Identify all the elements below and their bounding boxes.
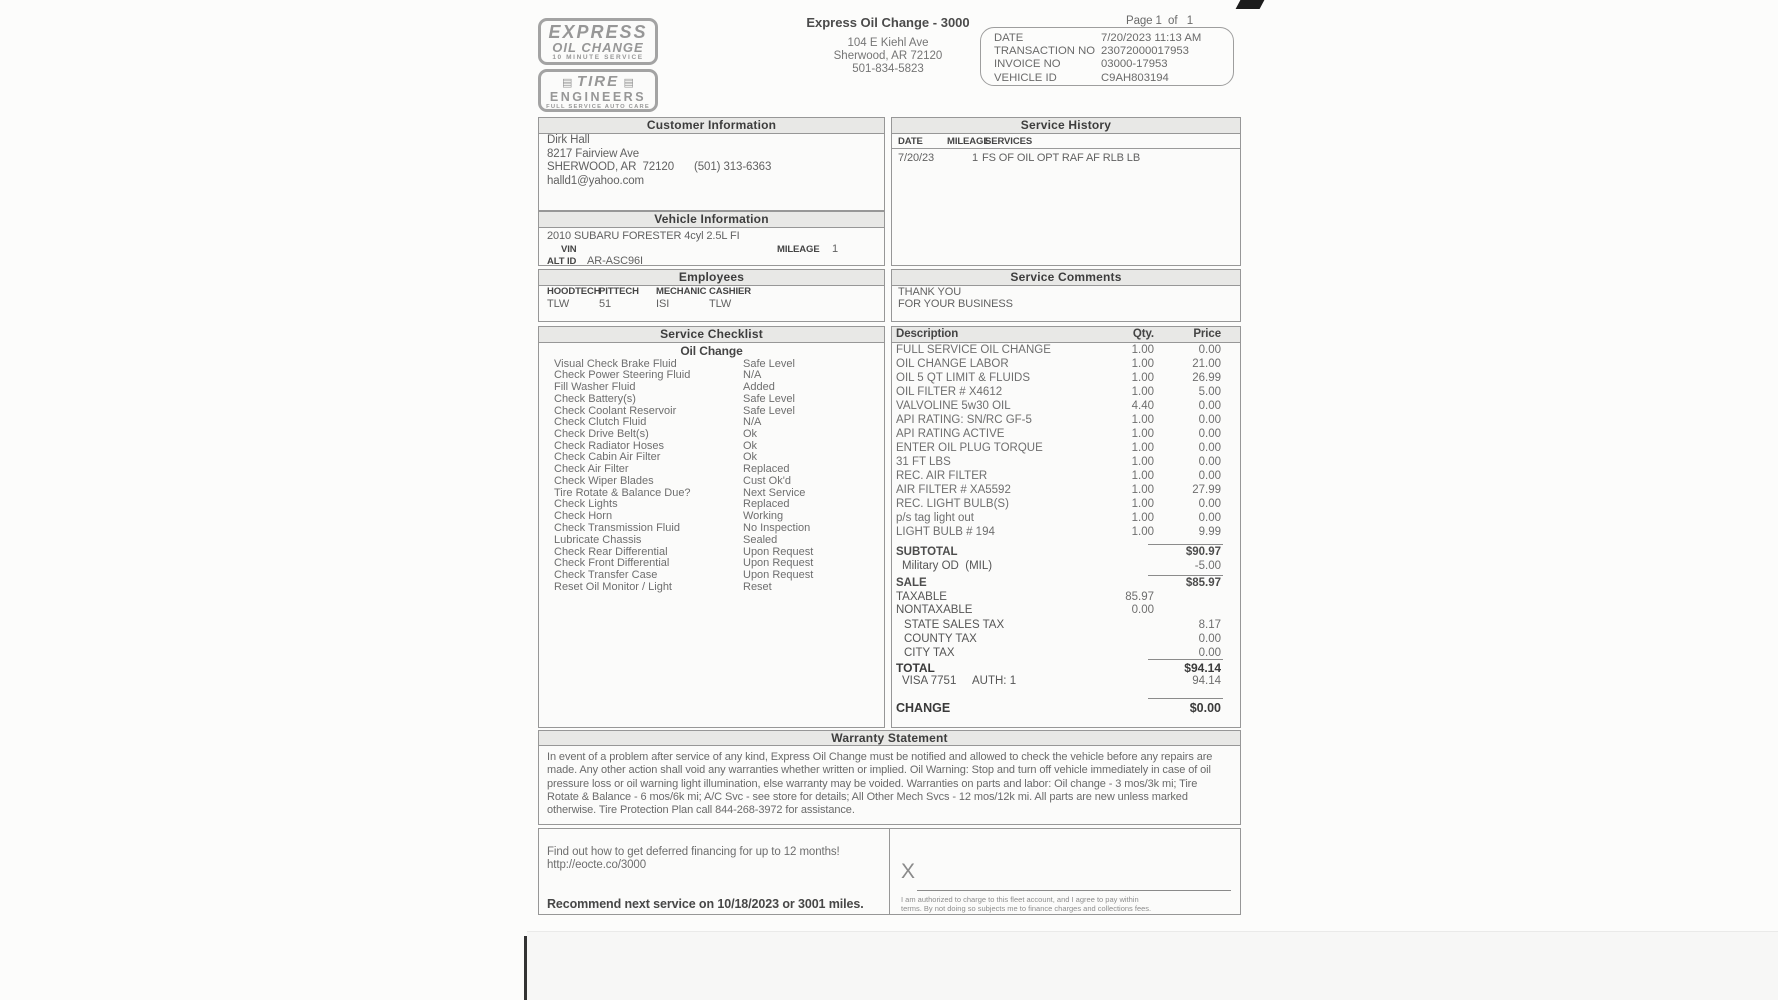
invoice-item: OIL 5 QT LIMIT & FLUIDS 1.00 26.99 bbox=[896, 372, 1221, 384]
county-tax-value: 0.00 bbox=[1198, 633, 1221, 645]
price-column: Price bbox=[1193, 328, 1221, 340]
discount-row bbox=[892, 560, 1240, 573]
cashier-value: TLW bbox=[709, 298, 732, 310]
service-history-header: Service History bbox=[892, 118, 1240, 134]
county-tax-row bbox=[892, 633, 1240, 646]
checklist-item: Check Drive Belt(s) Ok bbox=[554, 428, 758, 440]
signature-line bbox=[917, 890, 1231, 891]
state-tax-value: 8.17 bbox=[1198, 619, 1221, 631]
next-service-recommendation: Recommend next service on 10/18/2023 or 3001 miles. bbox=[547, 897, 864, 911]
mileage-value: 1 bbox=[832, 243, 839, 255]
change-row bbox=[892, 701, 1240, 714]
vehicle-description: 2010 SUBARU FORESTER 4cyl 2.5L FI bbox=[547, 230, 740, 242]
subtotal-rule bbox=[1148, 544, 1223, 545]
checklist-item: Visual Check Brake Fluid Safe Level bbox=[554, 358, 795, 370]
vehicle-information-header: Vehicle Information bbox=[539, 212, 884, 228]
fleet-fine-print-line2: terms. By not doing so subjects me to finance charges and collections fees. bbox=[901, 904, 1152, 913]
scan-corner-mark bbox=[1236, 0, 1265, 9]
warranty-statement-body bbox=[538, 745, 1241, 825]
customer-address: 8217 Fairview Ave bbox=[547, 148, 640, 160]
warranty-statement-bar bbox=[538, 730, 1241, 745]
alt-id-value: AR-ASC96I bbox=[587, 255, 643, 267]
employees-header: Employees bbox=[539, 270, 884, 286]
customer-city-state-zip: SHERWOOD, AR 72120 bbox=[547, 161, 674, 173]
logo-tire-tagline: FULL SERVICE AUTO CARE bbox=[546, 104, 650, 110]
history-date: 7/20/23 bbox=[898, 152, 935, 164]
page-indicator: Page 1 of 1 bbox=[1126, 15, 1194, 27]
invoice-items-section bbox=[891, 326, 1241, 728]
date-label: DATE bbox=[994, 32, 1024, 44]
service-comments-section bbox=[891, 269, 1241, 322]
service-checklist-section bbox=[538, 326, 885, 728]
store-phone: 501-834-5823 bbox=[852, 63, 924, 75]
total-row bbox=[892, 661, 1240, 674]
city-tax-label: CITY TAX bbox=[904, 647, 955, 659]
checklist-item: Lubricate Chassis Sealed bbox=[554, 534, 778, 546]
checklist-item: Check Power Steering Fluid N/A bbox=[554, 369, 762, 381]
checklist-item: Tire Rotate & Balance Due? Next Service bbox=[554, 487, 806, 499]
vin-label: VIN bbox=[561, 244, 577, 255]
invoice-item: API RATING: SN/RC GF-5 1.00 0.00 bbox=[896, 414, 1221, 426]
county-tax-label: COUNTY TAX bbox=[904, 633, 977, 645]
checklist-item: Check Radiator Hoses Ok bbox=[554, 440, 758, 452]
customer-name: Dirk Hall bbox=[547, 134, 590, 146]
alt-id-label: ALT ID bbox=[547, 256, 577, 267]
state-tax-row bbox=[892, 619, 1240, 632]
comment-line-1: THANK YOU bbox=[898, 286, 962, 298]
checklist-item: Check Air Filter Replaced bbox=[554, 463, 790, 475]
checklist-item: Check Cabin Air Filter Ok bbox=[554, 451, 758, 463]
customer-information-section bbox=[538, 117, 885, 211]
city-tax-value: 0.00 bbox=[1198, 647, 1221, 659]
checklist-item: Fill Washer Fluid Added bbox=[554, 381, 775, 393]
hoodtech-column: HOODTECH bbox=[547, 286, 601, 297]
transaction-no-label: TRANSACTION NO bbox=[994, 45, 1096, 58]
discount-label: Military OD (MIL) bbox=[902, 560, 993, 572]
cashier-column: CASHIER bbox=[709, 286, 752, 297]
change-label: CHANGE bbox=[896, 701, 951, 715]
footer-section bbox=[538, 828, 1241, 915]
invoice-item: REC. LIGHT BULB(S) 1.00 0.00 bbox=[896, 498, 1221, 510]
info-row-date bbox=[981, 32, 1233, 45]
subtotal-value: $90.97 bbox=[1185, 546, 1221, 558]
subtotal-row bbox=[892, 546, 1240, 559]
checklist-item: Check Clutch Fluid N/A bbox=[554, 416, 762, 428]
nontaxable-label: NONTAXABLE bbox=[896, 604, 973, 616]
invoice-item: REC. AIR FILTER 1.00 0.00 bbox=[896, 470, 1221, 482]
invoice-item: FULL SERVICE OIL CHANGE 1.00 0.00 bbox=[896, 344, 1221, 356]
pittech-column: PITTECH bbox=[599, 286, 639, 297]
logo-tagline-text: 10 MINUTE SERVICE bbox=[552, 54, 644, 61]
invoice-item: AIR FILTER # XA5592 1.00 27.99 bbox=[896, 484, 1221, 496]
checklist-item: Reset Oil Monitor / Light Reset bbox=[554, 581, 772, 593]
mechanic-value: ISI bbox=[656, 298, 670, 310]
history-date-column: DATE bbox=[898, 136, 923, 147]
total-rule bbox=[1148, 659, 1223, 660]
sale-row bbox=[892, 577, 1240, 590]
service-history-section bbox=[891, 117, 1241, 266]
footer-divider bbox=[889, 829, 890, 914]
logo-tire-text: TIRE bbox=[576, 73, 620, 90]
info-row-transaction bbox=[981, 45, 1233, 58]
store-title: Express Oil Change - 3000 bbox=[806, 15, 970, 30]
history-mileage-column: MILEAGE bbox=[947, 136, 990, 147]
sale-value: $85.97 bbox=[1185, 577, 1221, 589]
financing-url: http://eocte.co/3000 bbox=[547, 859, 647, 871]
mileage-label: MILEAGE bbox=[777, 244, 820, 255]
vehicle-id-label: VEHICLE ID bbox=[994, 71, 1057, 84]
financing-offer-text: Find out how to get deferred financing for up to 12 months! bbox=[547, 846, 840, 858]
history-mileage: 1 bbox=[971, 152, 978, 164]
sale-label: SALE bbox=[896, 577, 927, 589]
change-value: $0.00 bbox=[1189, 701, 1221, 715]
service-history-column-row bbox=[892, 133, 1240, 149]
info-row-invoice bbox=[981, 58, 1233, 71]
checklist-item: Check Rear Differential Upon Request bbox=[554, 546, 814, 558]
hoodtech-value: TLW bbox=[547, 298, 570, 310]
employees-section bbox=[538, 269, 885, 322]
change-rule bbox=[1148, 698, 1223, 699]
invoice-item: OIL FILTER # X4612 1.00 5.00 bbox=[896, 386, 1221, 398]
fleet-fine-print-line1: I am authorized to charge to this fleet account, and I agree to pay within bbox=[901, 895, 1139, 904]
state-tax-label: STATE SALES TAX bbox=[904, 619, 1005, 631]
description-column: Description bbox=[896, 328, 959, 340]
store-address-line2: Sherwood, AR 72120 bbox=[833, 50, 943, 62]
checklist-item: Check Front Differential Upon Request bbox=[554, 557, 814, 569]
invoice-item: LIGHT BULB # 194 1.00 9.99 bbox=[896, 526, 1221, 538]
checklist-item: Check Horn Working bbox=[554, 510, 784, 522]
mechanic-column: MECHANIC bbox=[656, 286, 707, 297]
signature-x-mark: X bbox=[901, 860, 915, 883]
checklist-subtitle: Oil Change bbox=[680, 344, 743, 358]
transaction-info-box bbox=[980, 27, 1234, 86]
invoice-item: API RATING ACTIVE 1.00 0.00 bbox=[896, 428, 1221, 440]
comment-line-2: FOR YOUR BUSINESS bbox=[898, 298, 1013, 310]
payment-row bbox=[892, 675, 1240, 688]
transaction-no-value: 23072000017953 bbox=[1101, 45, 1189, 58]
stripe-icon: ▤ bbox=[623, 77, 634, 89]
discount-value: -5.00 bbox=[1194, 560, 1221, 572]
invoice-no-value: 03000-17953 bbox=[1101, 58, 1168, 71]
invoice-item: p/s tag light out 1.00 0.00 bbox=[896, 512, 1221, 524]
service-comments-header: Service Comments bbox=[892, 270, 1240, 286]
taxable-label: TAXABLE bbox=[896, 591, 947, 603]
service-history-row bbox=[892, 152, 1240, 165]
nontaxable-row bbox=[892, 604, 1240, 617]
service-checklist-header: Service Checklist bbox=[539, 327, 884, 343]
vehicle-id-value: C9AH803194 bbox=[1101, 71, 1169, 84]
subtotal-label: SUBTOTAL bbox=[896, 546, 958, 558]
tire-engineers-logo bbox=[538, 69, 658, 112]
payment-method: VISA 7751 bbox=[902, 675, 957, 687]
history-services-column: SERVICES bbox=[985, 136, 1033, 147]
checklist-item: Check Battery(s) Safe Level bbox=[554, 393, 795, 405]
logo-express-text: EXPRESS bbox=[548, 22, 648, 42]
pittech-value: 51 bbox=[599, 298, 612, 310]
taxable-value: 85.97 bbox=[1125, 591, 1154, 603]
checklist-item: Check Transmission Fluid No Inspection bbox=[554, 522, 811, 534]
checklist-item: Check Lights Replaced bbox=[554, 498, 790, 510]
total-label: TOTAL bbox=[896, 661, 935, 675]
total-value: $94.14 bbox=[1184, 661, 1221, 675]
payment-auth: AUTH: 1 bbox=[972, 675, 1017, 687]
invoice-no-label: INVOICE NO bbox=[994, 58, 1061, 71]
express-oil-change-logo bbox=[538, 18, 658, 65]
logo-oil-change-text: OIL CHANGE bbox=[552, 40, 644, 55]
invoice-item: OIL CHANGE LABOR 1.00 21.00 bbox=[896, 358, 1221, 370]
invoice-column-header bbox=[892, 327, 1240, 343]
invoice-item: 31 FT LBS 1.00 0.00 bbox=[896, 456, 1221, 468]
date-value: 7/20/2023 11:13 AM bbox=[1101, 32, 1202, 44]
logo-engineers-text: ENGINEERS bbox=[549, 90, 647, 104]
checklist-item: Check Coolant Reservoir Safe Level bbox=[554, 405, 795, 417]
checklist-item: Check Transfer Case Upon Request bbox=[554, 569, 814, 581]
invoice-item: VALVOLINE 5w30 OIL 4.40 0.00 bbox=[896, 400, 1221, 412]
info-row-vehicle bbox=[981, 72, 1233, 85]
nontaxable-value: 0.00 bbox=[1131, 604, 1154, 616]
invoice-item: ENTER OIL PLUG TORQUE 1.00 0.00 bbox=[896, 442, 1221, 454]
history-services: FS OF OIL OPT RAF AF RLB LB bbox=[982, 152, 1141, 164]
customer-information-header: Customer Information bbox=[539, 118, 884, 134]
vehicle-information-section bbox=[538, 211, 885, 266]
sale-rule bbox=[1148, 575, 1223, 576]
taxable-row bbox=[892, 591, 1240, 604]
payment-value: 94.14 bbox=[1192, 675, 1221, 687]
qty-column: Qty. bbox=[1132, 328, 1154, 340]
customer-email: halld1@yahoo.com bbox=[547, 175, 645, 187]
customer-phone: (501) 313-6363 bbox=[694, 161, 772, 173]
checklist-item: Check Wiper Blades Cust Ok'd bbox=[554, 475, 791, 487]
warranty-text: In event of a problem after service of any kind, Express Oil Change must be notified and allowed to check the vehicle before any repairs are made. Any other action shall void any warranties whether written or implied. Oil Warning: Stop and turn off vehicle immediately in case of oil pressure loss or oil warning light illumination, else warranty may be voided. Warranties on parts and labor: Oil change - 3 mos/3k mi; Tire Rotate & Balance - 6 mos/6k mi; A/C Svc - see store for details; All Other Mech Svcs - 12 mos/12k mi. All parts are new unless marked otherwise. Tire Protection Plan call 844-268-3972 for assistance. bbox=[547, 751, 1213, 817]
stripe-icon: ▤ bbox=[562, 77, 573, 89]
store-address-line1: 104 E Kiehl Ave bbox=[847, 37, 929, 49]
warranty-statement-header: Warranty Statement bbox=[539, 731, 1240, 745]
scan-bottom-shade bbox=[527, 931, 1778, 1000]
